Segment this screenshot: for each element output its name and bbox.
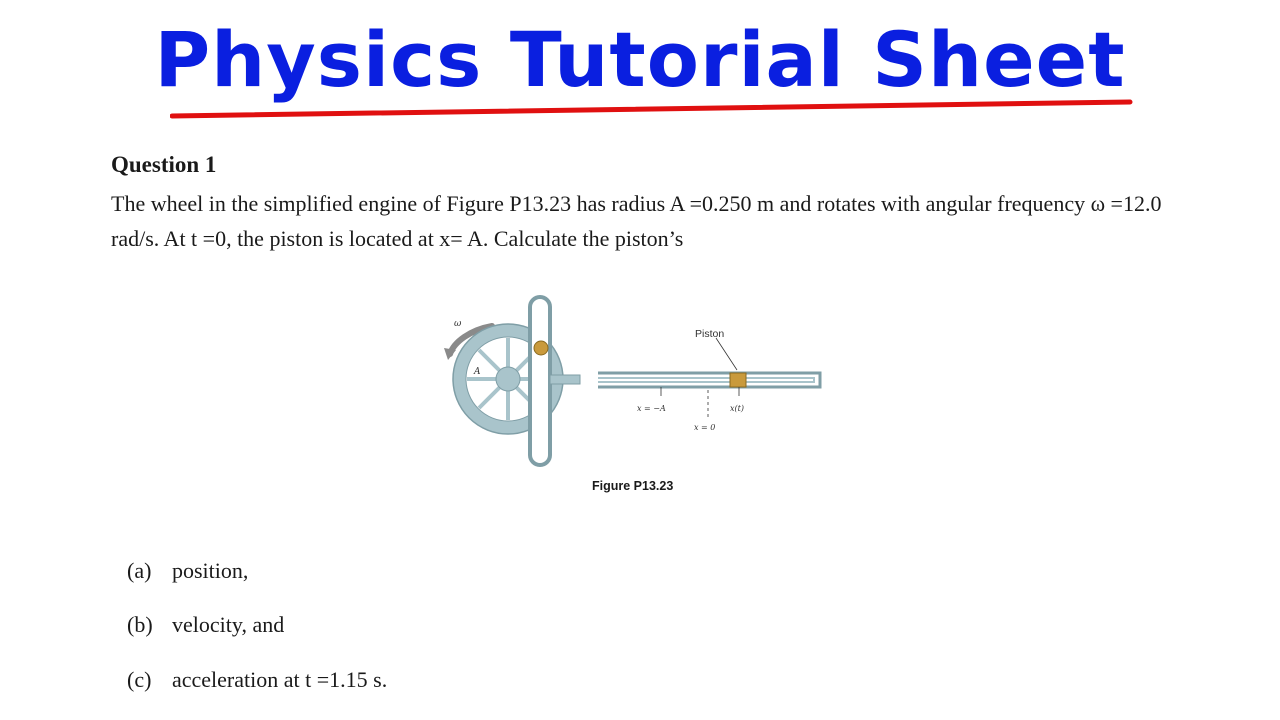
part-label: (a) — [127, 558, 152, 583]
figure-caption: Figure P13.23 — [592, 479, 674, 493]
title-underline — [170, 98, 1134, 120]
part-text: acceleration at t =1.15 s. — [172, 667, 388, 692]
piston-label: Piston — [695, 328, 725, 340]
radius-label: A — [474, 367, 481, 377]
slotted-yoke — [530, 297, 550, 465]
sheet-title: Physics Tutorial Sheet — [154, 15, 1126, 104]
connecting-rod — [550, 375, 580, 384]
x-zero-label: x = 0 — [694, 423, 716, 432]
part-text: velocity, and — [172, 612, 285, 637]
omega-label: ω — [454, 319, 462, 329]
cylinder — [598, 373, 820, 387]
question-heading: Question 1 — [111, 152, 217, 177]
piston — [730, 373, 746, 387]
question-text: The wheel in the simplified engine of Figure P13.23 has radius A =0.250 m and rotates with angular frequency ω =12.0 rad/s. At t =0, the piston is located at x= A. Calculate the piston’s — [111, 191, 1162, 251]
x-neg-a-label: x = −A — [637, 404, 666, 413]
part-label: (b) — [127, 612, 153, 637]
part-b — [127, 612, 284, 638]
crank-pin — [534, 341, 548, 355]
part-label: (c) — [127, 667, 152, 692]
engine-figure — [440, 290, 840, 505]
part-text: position, — [172, 558, 249, 583]
x-t-label: x(t) — [730, 404, 744, 413]
part-a — [127, 558, 248, 584]
part-c — [127, 667, 387, 693]
